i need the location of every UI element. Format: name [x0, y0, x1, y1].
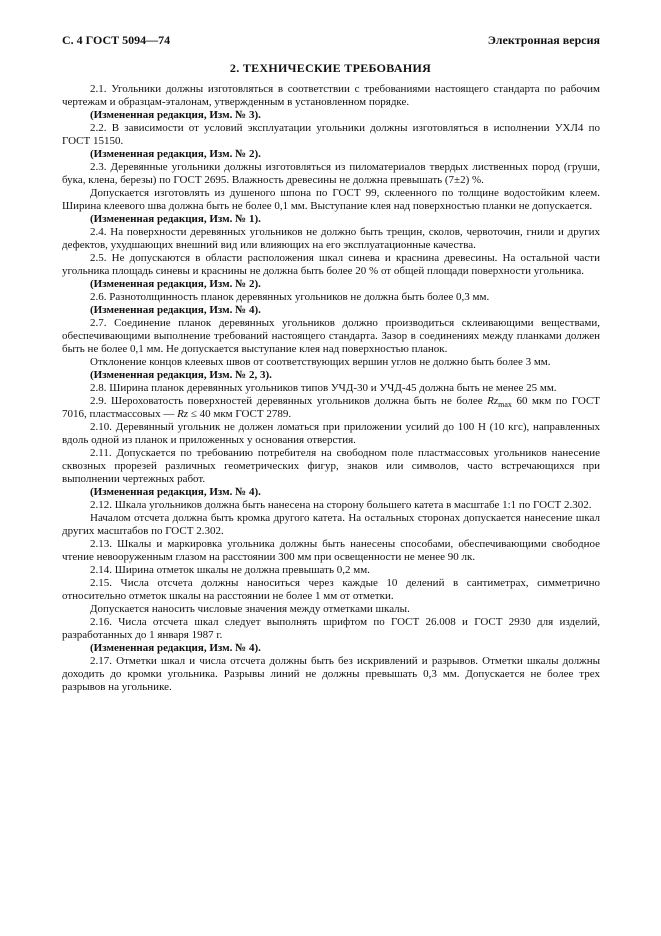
roughness-symbol: Rz: [487, 395, 499, 407]
page-header-version: Электронная версия: [487, 33, 600, 47]
amendment-note: (Измененная редакция, Изм. № 4).: [90, 642, 261, 654]
paragraph-2-12: 2.12. Шкала угольников должна быть нанесена на сторону большего катета в масштабе 1:1 по ГОСТ 2.302.: [90, 499, 592, 511]
paragraph-2-5: 2.5. Не допускаются в области расположения шкал синева и краснина древесины. На остальной части угольника площадь синевы и краснины не должна быть более 20 % от общей площади поверхности угольника.: [62, 252, 600, 277]
amendment-note: (Измененная редакция, Изм. № 2).: [90, 148, 261, 160]
roughness-symbol: Rz: [177, 408, 189, 420]
amendment-note: (Измененная редакция, Изм. № 2, 3).: [90, 369, 272, 381]
paragraph-2-2: 2.2. В зависимости от условий эксплуатации угольники должны изготовляться в исполнении УХЛ4 по ГОСТ 15150.: [62, 122, 600, 147]
paragraph-2-1: 2.1. Угольники должны изготовляться в соответствии с требованиями настоящего стандарта по рабочим чертежам и образцам-эталонам, утвержденным в установленном порядке.: [62, 83, 600, 108]
paragraph-2-9-text-b: 60 мкм по ГОСТ 7016, пластмассовых —: [62, 395, 600, 420]
paragraph-2-7-continued: Отклонение концов клеевых швов от соответствующих вершин углов не должно быть более 3 мм.: [90, 356, 551, 368]
paragraph-2-11: 2.11. Допускается по требованию потребителя на свободном поле пластмассовых угольников нанесение сквозных прорезей различных геометрических фигур, знаков или символов, часто встречающихся при выполнении чертежных работ.: [62, 447, 600, 485]
amendment-note: (Измененная редакция, Изм. № 3).: [90, 109, 261, 121]
paragraph-2-10: 2.10. Деревянный угольник не должен ломаться при приложении усилий до 100 Н (10 кгс), направленных вдоль одной из планок и приложенных у основания отверстия.: [62, 421, 600, 446]
paragraph-2-6: 2.6. Разнотолщинность планок деревянных угольников не должна быть более 0,3 мм.: [90, 291, 490, 303]
paragraph-2-9: [62, 395, 600, 421]
amendment-note: (Измененная редакция, Изм. № 4).: [90, 304, 261, 316]
paragraph-2-3-continued: Допускается изготовлять из душеного шпона по ГОСТ 99, склеенного по толщине водостойким клеем. Ширина клеевого шва должна быть не более 0,1 мм. Выступание клея над поверхностью планки не допускается.: [62, 187, 600, 212]
paragraph-2-3: 2.3. Деревянные угольники должны изготовляться из пиломатериалов твердых лиственных пород (груши, бука, клена, березы) по ГОСТ 2695. Влажность древесины не должна превышать (7±2) %.: [62, 161, 600, 186]
paragraph-2-16: 2.16. Числа отсчета шкал следует выполнять шрифтом по ГОСТ 26.008 и ГОСТ 2930 для изделий, разработанных до 1 января 1987 г.: [62, 616, 600, 641]
paragraph-2-15: 2.15. Числа отсчета должны наноситься через каждые 10 делений в сантиметрах, симметрично относительно отметок шкалы на расстоянии не более 1 мм от отметки.: [62, 577, 600, 602]
section-title: 2. ТЕХНИЧЕСКИЕ ТРЕБОВАНИЯ: [229, 61, 432, 75]
paragraph-2-12-continued: Началом отсчета должна быть кромка другого катета. На остальных сторонах допускается нанесение шкал других масштабов по ГОСТ 2.302.: [62, 512, 600, 537]
paragraph-2-9-text-c: ≤ 40 мкм ГОСТ 2789.: [188, 408, 292, 420]
paragraph-2-9-text-a: 2.9. Шероховатость поверхностей деревянных угольников должна быть не более: [90, 395, 488, 407]
paragraph-2-7: 2.7. Соединение планок деревянных угольников должно производиться склеивающими веществами, обеспечивающими выполнение требований настоящего стандарта. Зазор в соединениях между планками должен быть не более 0,1 мм. Не допускается выступание клея над поверхностью планок.: [62, 317, 600, 355]
page-header-standard: С. 4 ГОСТ 5094—74: [62, 33, 171, 47]
document-body: [62, 83, 600, 694]
amendment-note: (Измененная редакция, Изм. № 2).: [90, 278, 261, 290]
amendment-note: (Измененная редакция, Изм. № 1).: [90, 213, 261, 225]
paragraph-2-13: 2.13. Шкалы и маркировка угольника должны быть нанесены способами, обеспечивающими свободное чтение невооруженным глазом на расстоянии 300 мм при освещенности не менее 90 лк.: [62, 538, 600, 563]
paragraph-2-14: 2.14. Ширина отметок шкалы не должна превышать 0,2 мм.: [90, 564, 370, 576]
paragraph-2-8: 2.8. Ширина планок деревянных угольников типов УЧД-30 и УЧД-45 должна быть не менее 25 мм.: [90, 382, 557, 394]
paragraph-2-4: 2.4. На поверхности деревянных угольников не должно быть трещин, сколов, червоточин, гнили и других дефектов, ухудшающих внешний вид или влияющих на его эксплуатационные качества.: [62, 226, 600, 251]
paragraph-2-15-continued: Допускается наносить числовые значения между отметками шкалы.: [90, 603, 410, 615]
amendment-note: (Измененная редакция, Изм. № 4).: [90, 486, 261, 498]
paragraph-2-17: 2.17. Отметки шкал и числа отсчета должны быть без искривлений и разрывов. Отметки шкалы должны доходить до кромки угольника. Разрывы линий не должны превышать 0,3 мм. Допускается не более трех разрывов на угольнике.: [62, 655, 600, 693]
roughness-subscript: max: [498, 400, 512, 410]
